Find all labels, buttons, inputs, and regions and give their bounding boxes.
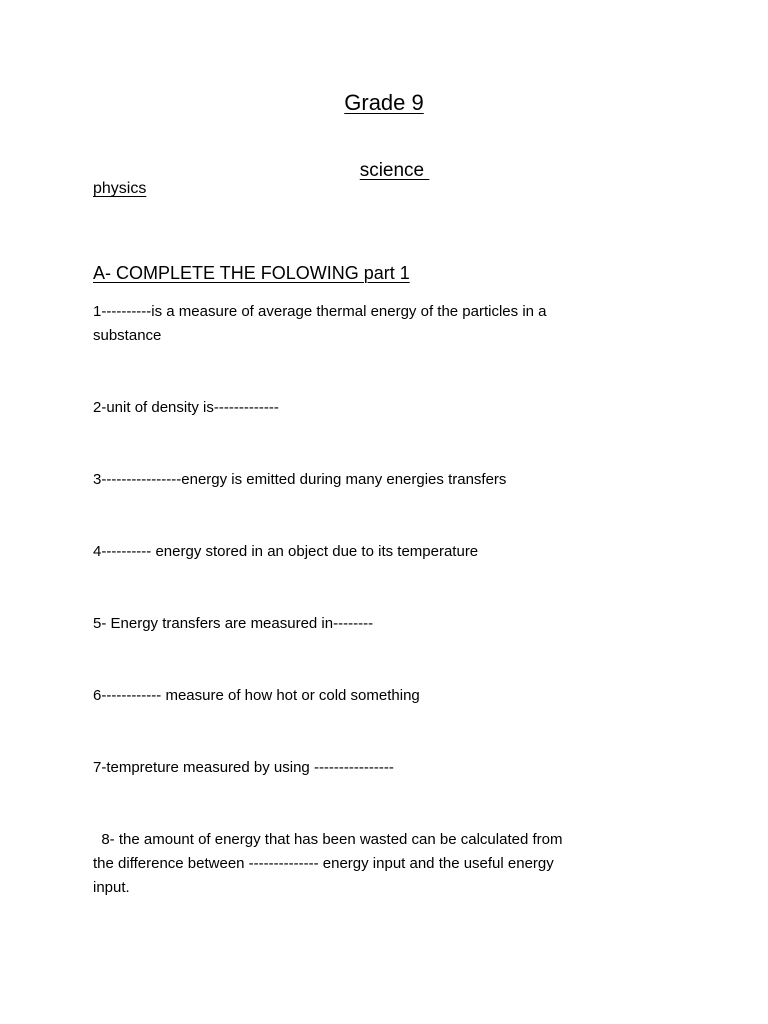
- question-1: 1----------is a measure of average thermal energy of the particles in a substance: [93, 303, 551, 344]
- question-6: 6------------ measure of how hot or cold something: [93, 687, 420, 704]
- question-3: 3----------------energy is emitted during many energies transfers: [93, 471, 507, 488]
- question-4: 4---------- energy stored in an object due to its temperature: [93, 543, 479, 560]
- topic-heading: [93, 178, 146, 200]
- question-7: 7-tempreture measured by using ----------------: [93, 759, 394, 776]
- question-2: 2-unit of density is-------------: [93, 399, 279, 416]
- question-8: 8- the amount of energy that has been wasted can be calculated from the difference between -------------- energy input and the useful energy input.: [93, 831, 567, 896]
- section-heading: [93, 261, 410, 285]
- grade-title: Grade 9: [344, 90, 424, 115]
- subject-label: science: [359, 160, 430, 181]
- section-heading-text: A- COMPLETE THE FOLOWING part 1: [93, 263, 410, 283]
- topic-label: physics: [93, 180, 147, 197]
- page-title: [0, 89, 768, 117]
- question-5: 5- Energy transfers are measured in--------: [93, 615, 374, 632]
